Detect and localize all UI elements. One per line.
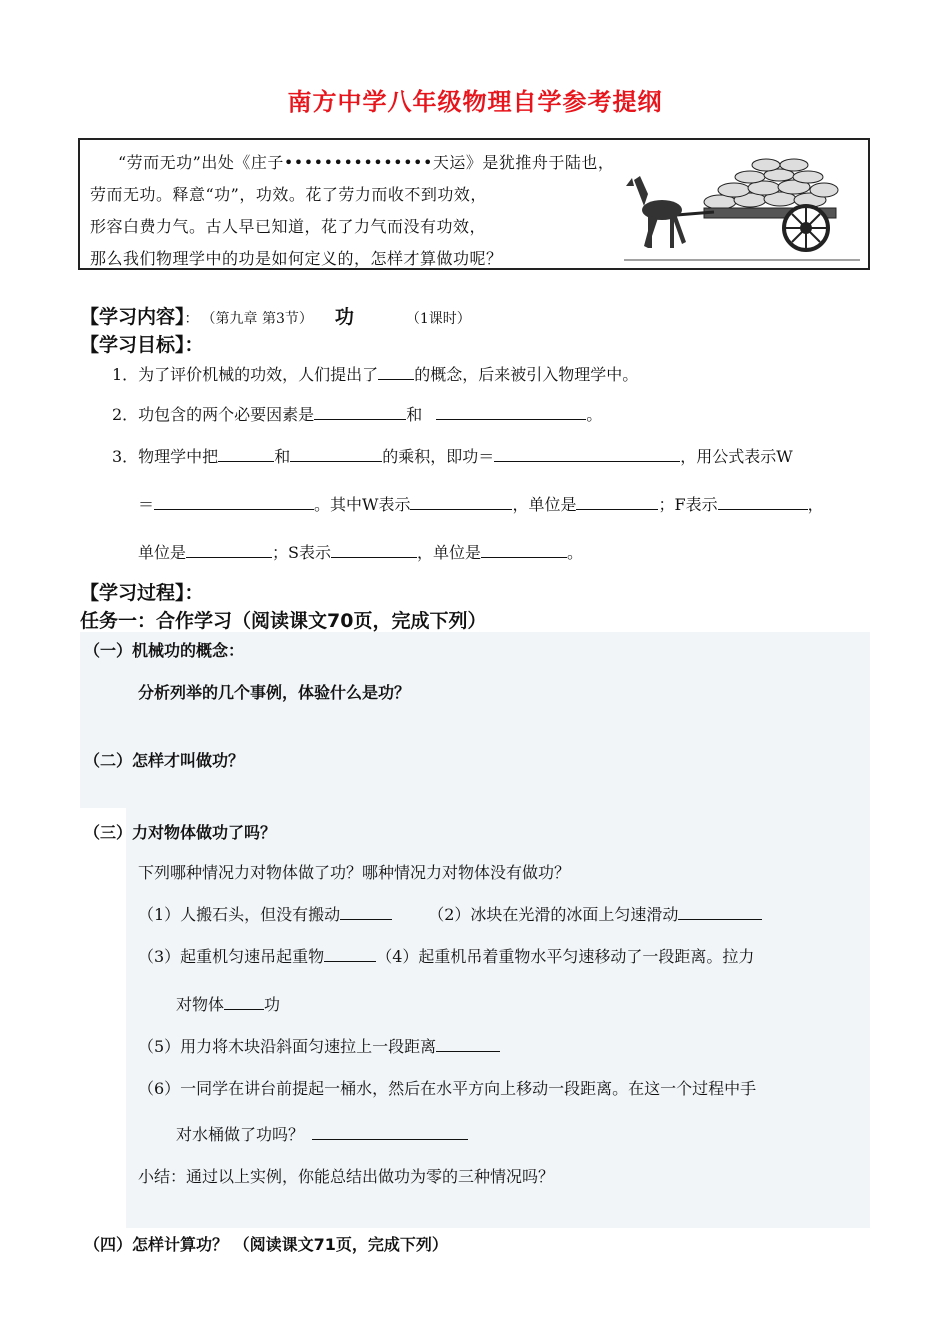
goal-3-text-a: 3．物理学中把 [112,447,219,466]
goal-3-blank-8[interactable] [186,543,272,558]
goal-3-text-j: 单位是 [138,543,187,562]
goal-3-blank-10[interactable] [481,543,567,558]
task-1-heading: 任务一：合作学习（阅读课文70页，完成下列） [80,610,487,632]
goal-2-text-a: 2．功包含的两个必要因素是 [112,405,315,424]
goal-3-text-d: ，用公式表示W [680,447,793,466]
case-3-blank[interactable] [324,947,376,962]
goal-3-text-k: ；S表示 [272,543,331,562]
goal-3-blank-9[interactable] [331,543,417,558]
goal-3-text-h: ；F表示 [658,495,718,514]
case-4-cont [176,992,280,1015]
goal-3-line-3 [138,540,583,563]
case-2-blank[interactable] [678,905,762,920]
case-4-text-b: 对物体 [176,995,225,1014]
goal-3-blank-7[interactable] [718,495,808,510]
case-6: （6）一同学在讲台前提起一桶水，然后在水平方向上移动一段距离。在这一个过程中手 [138,1079,757,1098]
goal-2-text-c: 。 [586,405,603,424]
content-heading [80,302,471,329]
content-topic: 功 [334,306,354,328]
goal-3-blank-3[interactable] [494,447,680,462]
section-1-heading: （一）机械功的概念： [84,641,245,660]
goal-3-text-l: ，单位是 [416,543,481,562]
section-1-prompt: 分析列举的几个事例，体验什么是功？ [138,683,411,702]
goal-3-blank-5[interactable] [410,495,512,510]
content-colon: ： [184,311,199,327]
case-6-cont [176,1122,468,1145]
goal-3-text-b: 和 [274,447,291,466]
intro-line-4: 那么我们物理学中的功是如何定义的，怎样才算做功呢？ [90,249,503,268]
goal-1-text-b: 的概念，后来被引入物理学中。 [414,365,639,384]
case-5-text: （5）用力将木块沿斜面匀速拉上一段距离 [138,1037,437,1056]
section-3-heading: （三）力对物体做功了吗？ [84,823,277,842]
summary-text: 小结：通过以上实例，你能总结出做功为零的三种情况吗？ [138,1167,555,1186]
goals-heading: 【学习目标】： [80,334,204,356]
case-1-2 [138,902,762,925]
content-chapter: （第九章 第3节） [208,311,313,327]
content-period: （1课时） [405,311,471,327]
goal-3-blank-1[interactable] [218,447,274,462]
case-3-text: （3）起重机匀速吊起重物 [138,947,325,966]
case-6-blank[interactable] [312,1125,468,1140]
case-4-blank[interactable] [224,995,264,1010]
intro-line-1: “劳而无功”出处《庄子•••••••••••••••天运》是犹推舟于陆也， [118,153,615,172]
goal-3-line-1 [112,444,793,467]
section-4-heading: （四）怎样计算功？ （阅读课文71页，完成下列） [84,1235,448,1254]
goal-1 [112,362,638,385]
intro-line-2: 劳而无功。释意“功”，功效。花了劳力而收不到功效， [90,185,487,204]
goal-3-text-i: ， [807,495,824,514]
page-title: 南方中学八年级物理自学参考提纲 [287,88,663,116]
case-5 [138,1034,500,1057]
goal-3-text-m: 。 [567,543,584,562]
section-3-question: 下列哪种情况力对物体做了功？哪种情况力对物体没有做功？ [138,863,571,882]
case-6-text-b: 对水桶做了功吗？ [176,1125,305,1144]
goal-2-blank-1[interactable] [314,405,406,420]
goal-3-blank-6[interactable] [576,495,658,510]
goal-3-line-2 [138,492,824,515]
goal-2-text-b: 和 [406,405,423,424]
goal-3-text-g: ，单位是 [512,495,577,514]
case-3-4 [138,944,754,967]
goal-1-text-a: 1．为了评价机械的功效，人们提出了 [112,365,379,384]
goal-3-blank-2[interactable] [290,447,382,462]
goal-3-text-f: 。其中W表示 [314,495,411,514]
case-5-blank[interactable] [436,1037,500,1052]
case-1-blank[interactable] [340,905,392,920]
intro-line-3: 形容白费力气。古人早已知道，花了力气而没有功效， [90,217,487,236]
case-4-text-c: 功 [264,995,281,1014]
goal-3-text-c: 的乘积，即功＝ [382,447,495,466]
goal-2 [112,402,602,425]
content-label: 【学习内容】 [80,306,185,328]
process-heading: 【学习过程】： [80,582,204,604]
horse-cart-illustration [624,150,860,262]
goal-3-text-e: ＝ [138,495,155,514]
case-4-text: （4）起重机吊着重物水平匀速移动了一段距离。拉力 [376,947,755,966]
goal-3-blank-4[interactable] [154,495,314,510]
case-2-text: （2）冰块在光滑的冰面上匀速滑动 [428,905,679,924]
goal-2-blank-2[interactable] [436,405,586,420]
case-1-text: （1）人搬石头，但没有搬动 [138,905,341,924]
section-2-heading: （二）怎样才叫做功？ [84,751,245,770]
goal-1-blank[interactable] [378,365,414,380]
